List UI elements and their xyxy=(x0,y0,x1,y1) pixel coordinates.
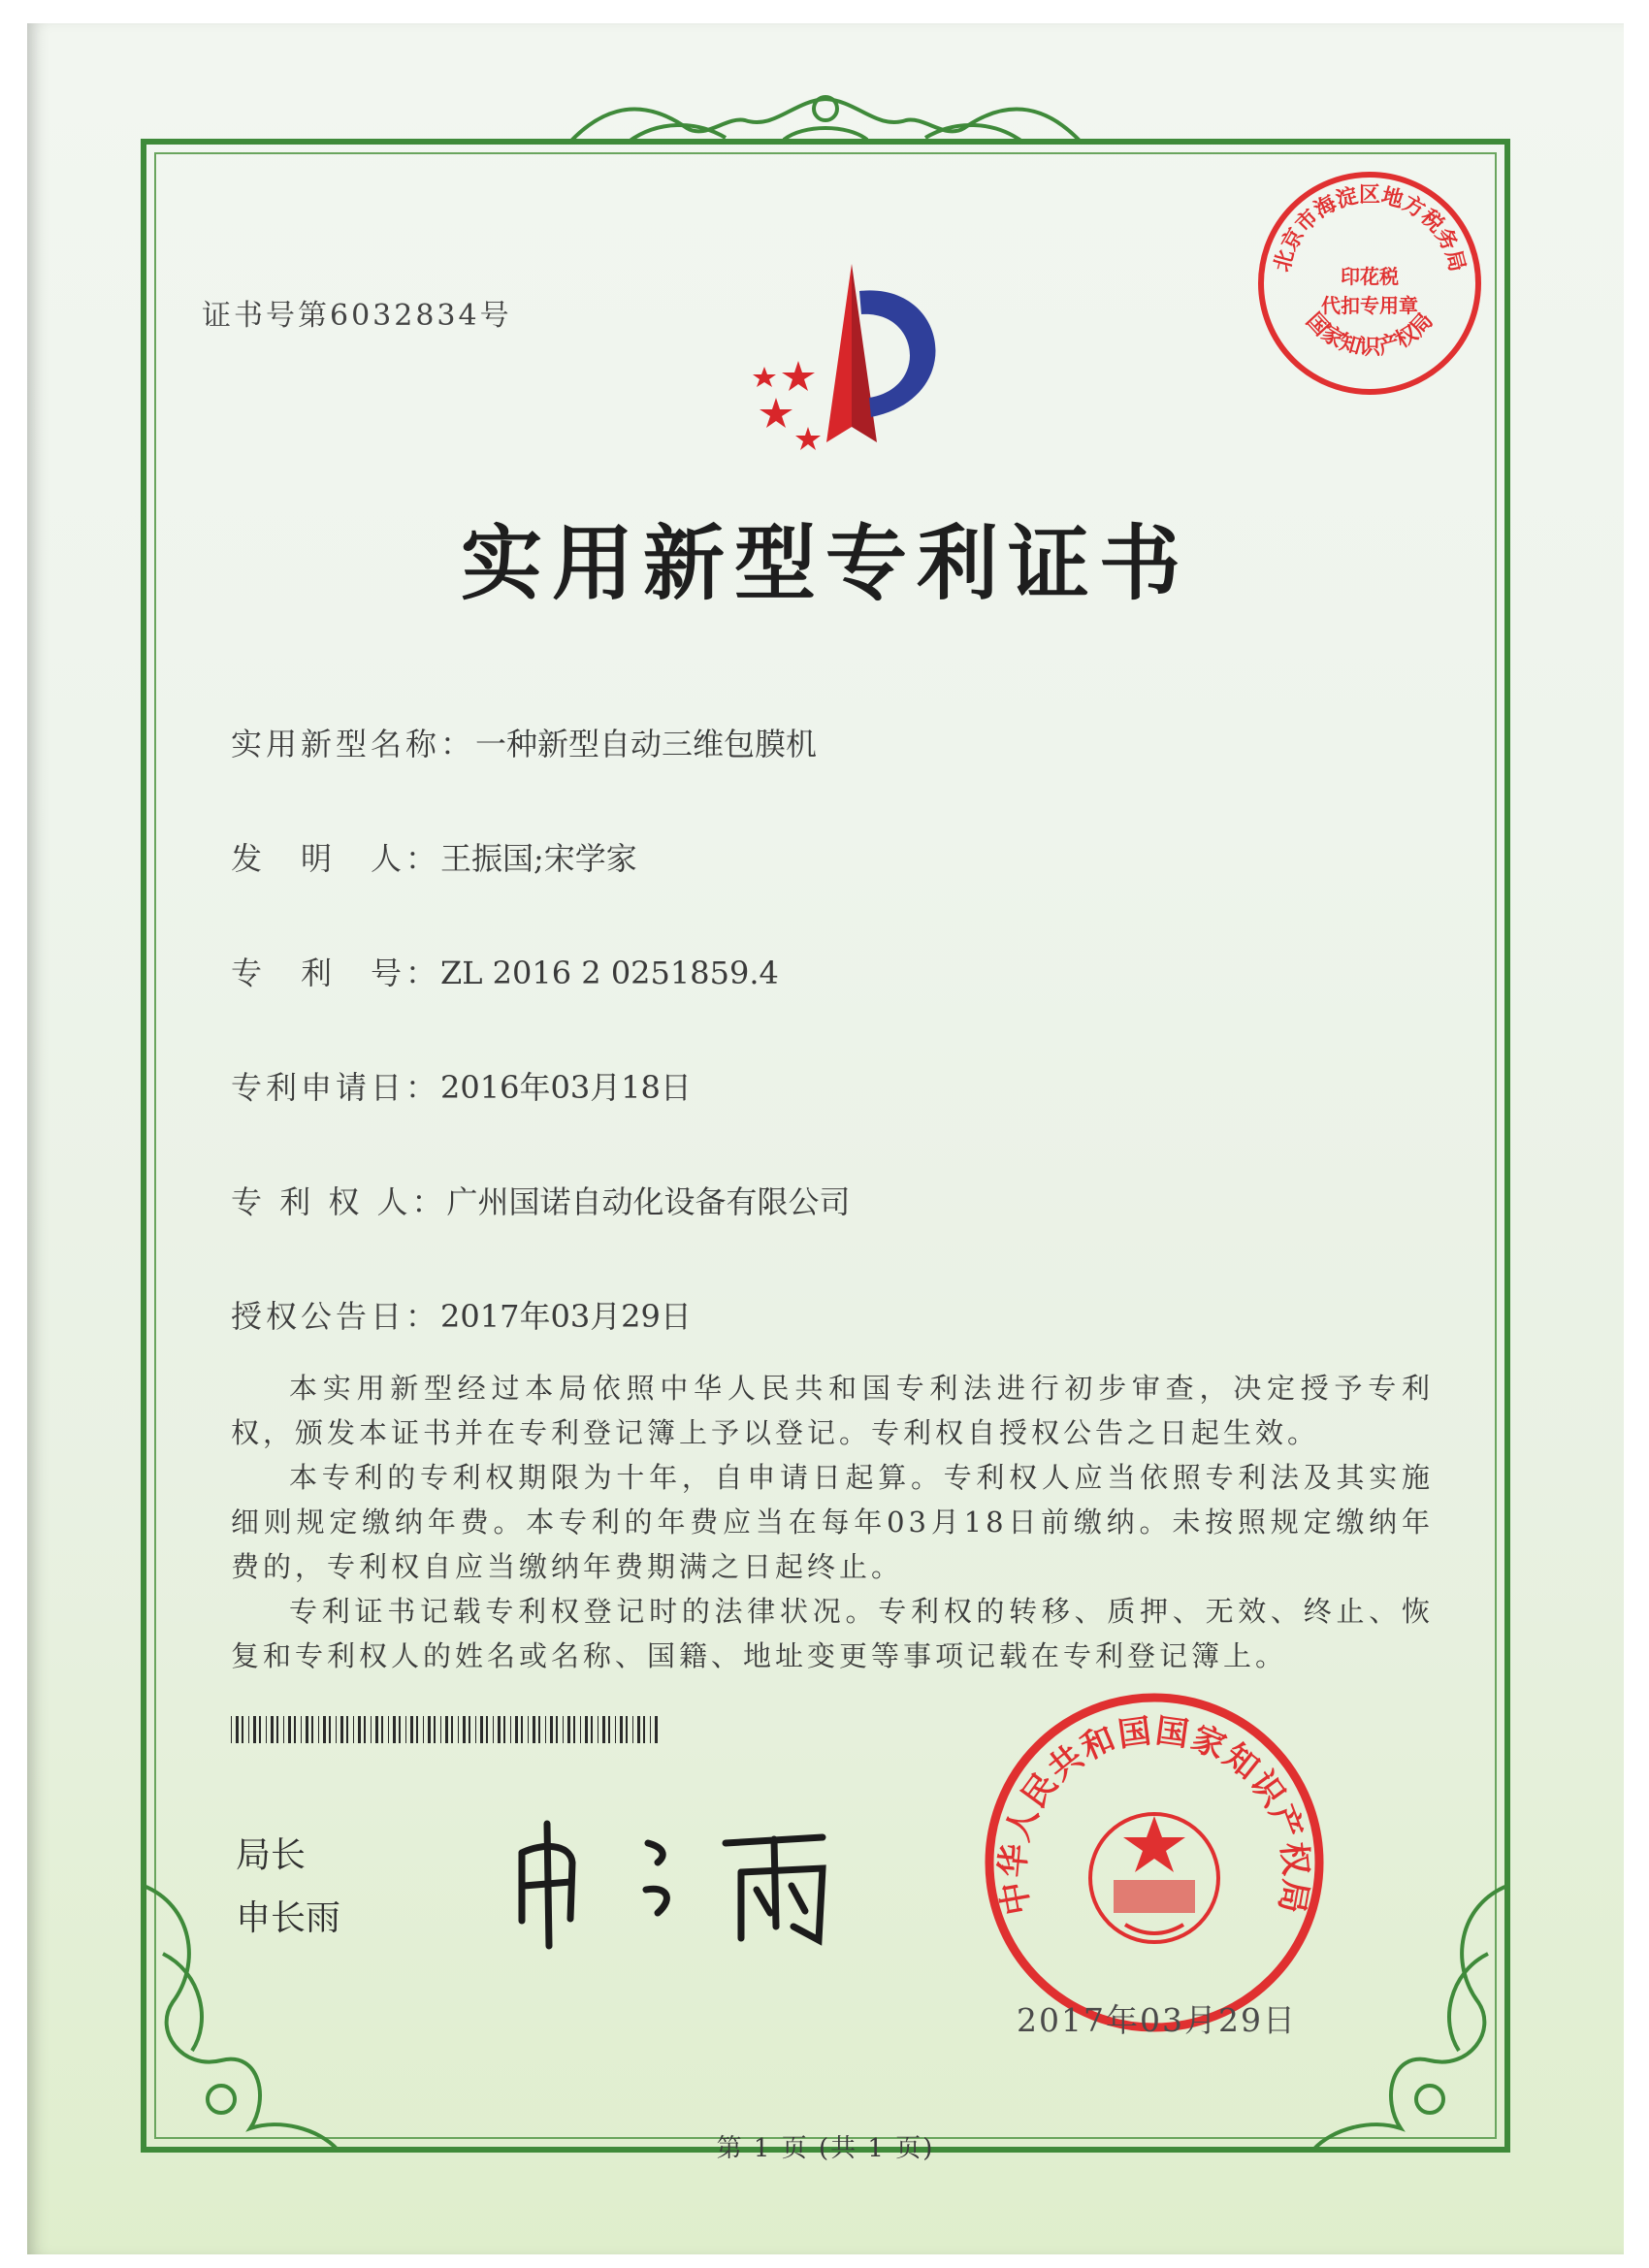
field-grant-date xyxy=(231,1292,692,1337)
field-value: 王振国;宋学家 xyxy=(440,840,637,877)
barcode-bar xyxy=(602,1716,605,1743)
barcode-bar xyxy=(655,1716,658,1743)
barcode-bar xyxy=(445,1716,448,1743)
barcode-bar xyxy=(346,1716,348,1743)
field-value: 2017年03月29日 xyxy=(440,1298,692,1335)
corner-ornament-bottom-right xyxy=(1313,1886,1507,2150)
barcode-bar xyxy=(503,1716,505,1743)
barcode-bar xyxy=(423,1716,424,1743)
top-ornament xyxy=(570,97,1081,142)
certificate-body xyxy=(231,1366,1434,1678)
field-label: 授权公告日： xyxy=(231,1298,441,1335)
tax-stamp-inner-line1: 印花税 xyxy=(1341,265,1399,288)
barcode-bar xyxy=(475,1716,476,1743)
body-paragraph-3: 专利证书记载专利权登记时的法律状况。专利权的转移、质押、无效、终止、恢复和专利权人的姓名或名称、国籍、地址变更等事项记载在专利登记簿上。 xyxy=(231,1595,1434,1672)
barcode-bar xyxy=(358,1716,361,1743)
barcode-bar xyxy=(410,1716,413,1743)
barcode-bar xyxy=(399,1716,401,1743)
barcode-bar xyxy=(580,1716,581,1743)
barcode-bar xyxy=(311,1716,313,1743)
body-paragraph-1: 本实用新型经过本局依照中华人民共和国专利法进行初步审查，决定授予专利权，颁发本证书并在专利登记簿上予以登记。专利权自授权公告之日起生效。 xyxy=(231,1372,1434,1449)
field-label: 发 明 人： xyxy=(231,840,441,877)
seal-ring-text: 中华人民共和国国家知识产权局 xyxy=(993,1711,1315,1919)
barcode-bar xyxy=(283,1716,284,1743)
barcode-bar xyxy=(563,1716,564,1743)
field-inventor xyxy=(231,834,637,879)
field-label: 专 利 号： xyxy=(231,955,441,991)
page-number: 第 1 页 (共 1 页) xyxy=(716,2134,935,2163)
tax-stamp-bottom-text: 国家知识产权局 xyxy=(1301,308,1439,361)
barcode-bar xyxy=(650,1716,651,1743)
barcode-bar xyxy=(463,1716,466,1743)
barcode-bar xyxy=(637,1716,640,1743)
barcode-bar xyxy=(253,1716,256,1743)
barcode-bar xyxy=(585,1716,588,1743)
barcode-bar xyxy=(276,1716,278,1743)
barcode-bar xyxy=(364,1716,366,1743)
field-value: ZL 2016 2 0251859.4 xyxy=(440,955,779,991)
director-name: 申长雨 xyxy=(236,1898,341,1938)
field-label: 专 利 权 人： xyxy=(231,1183,447,1220)
seal-date: 2017年03月29日 xyxy=(1017,2001,1297,2039)
barcode-bar xyxy=(388,1716,389,1743)
field-value: 2016年03月18日 xyxy=(440,1069,692,1106)
barcode-bar xyxy=(375,1716,378,1743)
barcode-bar xyxy=(521,1716,523,1743)
barcode-bar xyxy=(416,1716,418,1743)
barcode-bar xyxy=(242,1716,243,1743)
barcode-bar xyxy=(469,1716,470,1743)
field-utility-model-name xyxy=(231,720,817,764)
barcode-bar xyxy=(573,1716,575,1743)
barcode-bar xyxy=(236,1716,239,1743)
barcode-bar xyxy=(451,1716,453,1743)
barcode-bar xyxy=(486,1716,488,1743)
barcode-bar xyxy=(393,1716,396,1743)
barcode-bar xyxy=(458,1716,459,1743)
barcode-bar xyxy=(434,1716,436,1743)
barcode-bar xyxy=(545,1716,546,1743)
barcode-bar xyxy=(381,1716,383,1743)
barcode-bar xyxy=(336,1716,337,1743)
barcode-bar xyxy=(340,1716,343,1743)
barcode-bar xyxy=(294,1716,296,1743)
barcode-bar xyxy=(329,1716,331,1743)
tax-stamp-ring-text: 北京市海淀区地方税务局 xyxy=(1269,182,1471,275)
barcode-bar xyxy=(480,1716,483,1743)
barcode-bar xyxy=(591,1716,593,1743)
field-patent-number xyxy=(231,949,779,993)
barcode-bar xyxy=(405,1716,406,1743)
barcode-bar xyxy=(626,1716,628,1743)
barcode-bar xyxy=(259,1716,261,1743)
barcode-bar xyxy=(271,1716,274,1743)
patent-office-logo xyxy=(706,252,997,456)
barcode-bar xyxy=(550,1716,553,1743)
barcode-bar xyxy=(515,1716,518,1743)
barcode-bar xyxy=(248,1716,249,1743)
barcode-bar xyxy=(533,1716,535,1743)
barcode-bar xyxy=(301,1716,302,1743)
tax-stamp xyxy=(1253,167,1486,400)
barcode-bar xyxy=(538,1716,540,1743)
director-signature xyxy=(502,1804,871,1950)
barcode-bar xyxy=(643,1716,645,1743)
field-value: 广州国诺自动化设备有限公司 xyxy=(446,1183,851,1220)
barcode-bar xyxy=(323,1716,326,1743)
field-application-date xyxy=(231,1063,692,1108)
barcode-bar xyxy=(556,1716,558,1743)
director-title: 局长 xyxy=(236,1835,307,1875)
field-value: 一种新型自动三维包膜机 xyxy=(475,726,818,762)
svg-text:北京市海淀区地方税务局 xyxy=(1270,182,1471,275)
barcode-bar xyxy=(353,1716,354,1743)
barcode xyxy=(231,1716,658,1743)
barcode-bar xyxy=(306,1716,308,1743)
field-label: 实用新型名称： xyxy=(231,726,476,762)
barcode-bar xyxy=(632,1716,633,1743)
barcode-bar xyxy=(620,1716,623,1743)
field-label: 专利申请日： xyxy=(231,1069,441,1106)
page-title: 实用新型专利证书 xyxy=(460,516,1190,611)
barcode-bar xyxy=(231,1716,232,1743)
body-paragraph-2: 本专利的专利权期限为十年，自申请日起算。专利权人应当依照专利法及其实施细则规定缴纳年费。本专利的年费应当在每年03月18日前缴纳。未按照规定缴纳年费的，专利权自应当缴纳年费期满之日起终止。 xyxy=(231,1461,1434,1583)
barcode-bar xyxy=(567,1716,570,1743)
barcode-bar xyxy=(493,1716,494,1743)
barcode-bar xyxy=(528,1716,529,1743)
barcode-bar xyxy=(428,1716,431,1743)
certificate-page xyxy=(27,23,1624,2254)
certificate-number: 证书号第6032834号 xyxy=(202,299,512,333)
barcode-bar xyxy=(318,1716,319,1743)
barcode-bar xyxy=(615,1716,616,1743)
barcode-bar xyxy=(608,1716,610,1743)
barcode-bar xyxy=(498,1716,501,1743)
barcode-bar xyxy=(510,1716,511,1743)
barcode-bar xyxy=(371,1716,372,1743)
barcode-bar xyxy=(266,1716,267,1743)
barcode-bar xyxy=(288,1716,291,1743)
field-patentee xyxy=(231,1178,851,1222)
national-ip-seal xyxy=(980,1688,1329,2037)
tax-stamp-inner-line2: 代扣专用章 xyxy=(1321,294,1418,317)
barcode-bar xyxy=(440,1716,441,1743)
